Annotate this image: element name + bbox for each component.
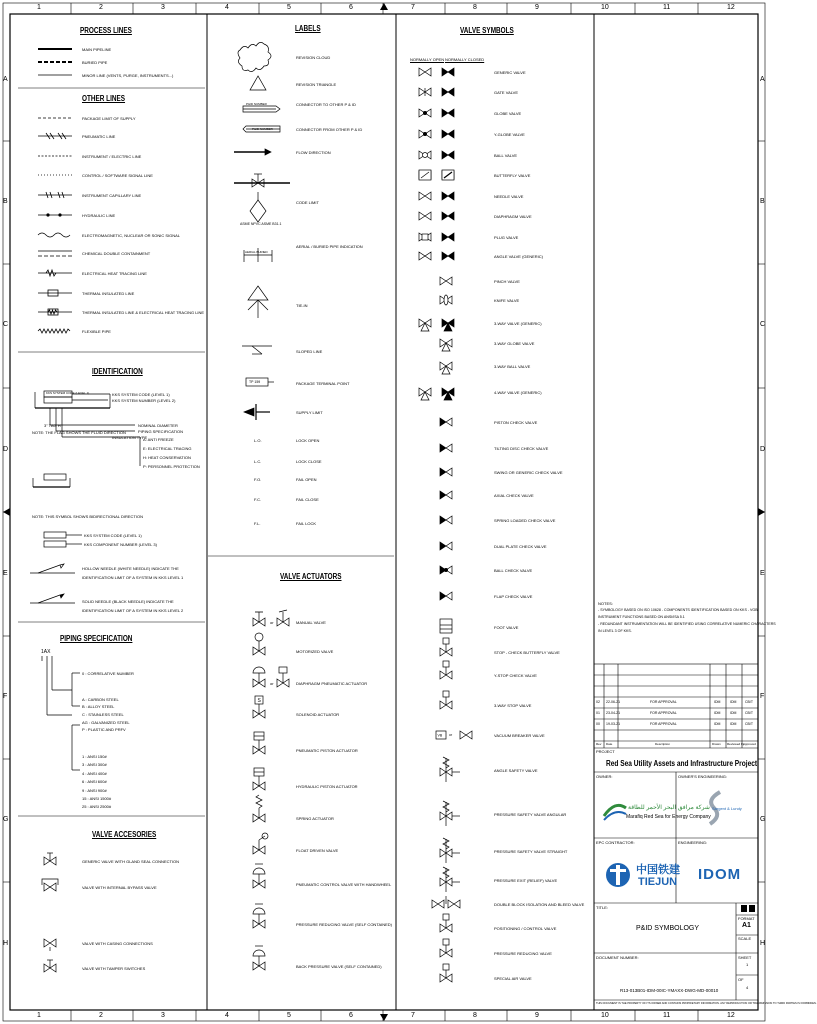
piping-spec-label: C : STAINLESS STEEL	[82, 712, 124, 717]
grid-row-letter: G	[3, 816, 9, 823]
owner-name: Marafiq Red Sea for Energy Company	[626, 814, 711, 820]
notes-line: INSTRUMENT FUNCTIONS BASED ON ANSI/ISA 5.1	[598, 615, 685, 619]
grid-row-letter: A	[760, 76, 765, 83]
piping-spec-label: P : PLASTIC AND PRFV	[82, 727, 126, 732]
grid-row-letter: E	[760, 570, 765, 577]
piping-spec-label: 15 : ANSI 1500#	[82, 796, 112, 801]
svg-text:or: or	[449, 733, 453, 737]
piping-spec-label: 6 : ANSI 600#	[82, 779, 107, 784]
valve-symbol-label: STOP - CHECK BUTTERFLY VALVE	[494, 650, 560, 655]
identification-label: H: HEAT CONSERVATION	[143, 455, 191, 460]
identification-label: KKS SYSTEM CODE (LEVEL 1)	[84, 533, 142, 538]
owner-label: OWNER:	[596, 774, 613, 779]
piping-spec-label: 4 : ANSI 400#	[82, 771, 107, 776]
revision-cell: IDM	[714, 722, 721, 726]
label-abbreviation: L.O.	[254, 438, 262, 443]
needle-label: IDENTIFICATION LIMIT OF A SYSTEM IN KKS LEVEL 2	[82, 608, 184, 613]
label-description: FAIL OPEN	[296, 477, 317, 482]
grid-column-number: 10	[601, 1012, 609, 1019]
project-label: PROJECT	[596, 749, 615, 754]
identification-label: E: ELECTRICAL TRACING	[143, 446, 192, 451]
grid-column-number: 1	[37, 4, 41, 11]
piping-spec-title: PIPING SPECIFICATION	[60, 634, 133, 643]
other-line-label: THERMAL INSULATED LINE & ELECTRICAL HEAT TRACING LINE	[82, 310, 205, 315]
svg-text:VB: VB	[437, 733, 443, 738]
valve-actuator-label: PRESSURE REDUCING VALVE (SELF CONTAINED)	[296, 922, 393, 927]
valve-symbols-title: VALVE SYMBOLS	[460, 26, 514, 35]
sheet-value: 1	[746, 962, 749, 967]
sheet-label: SHEET	[738, 955, 752, 960]
document-number: R13-013B01-IDM-00IC-YMAXX-DWG-MD-00010	[620, 988, 719, 993]
epc-chinese-name: 中国铁建	[636, 864, 680, 876]
revision-cell: CB/T	[745, 722, 753, 726]
needle-label: IDENTIFICATION LIMIT OF A SYSTEM IN KKS LEVEL 1	[82, 575, 184, 580]
revision-cell: 00	[596, 722, 600, 726]
valve-symbol-label: VACUUM BREAKER VALVE	[494, 733, 545, 738]
revision-cell: FOR APPROVAL	[650, 711, 677, 715]
piping-spec-tag: 1AX	[41, 649, 51, 655]
valve-symbol-label: PINCH VALVE	[494, 279, 520, 284]
owner-arabic-name: شركة مرافق البحر الأحمر للطاقة	[628, 805, 710, 811]
other-line-label: CONTROL / SOFTWARE SIGNAL LINE	[82, 173, 153, 178]
valve-actuator-label: PNEUMATIC PISTON ACTUATOR	[296, 748, 358, 753]
notes-line: - SYMBOLOGY BASED ON ISO 10628 - COMPONENTS IDENTIFICATION BASED ON KKS - VGB	[598, 608, 758, 612]
valve-symbol-label: 3-WAY VALVE (GENERIC)	[494, 321, 542, 326]
revision-cell: IDM	[730, 722, 737, 726]
valve-symbol-label: 3-WAY GLOBE VALVE	[494, 341, 535, 346]
valve-accessory-label: VALVE WITH TAMPER SWITCHES	[82, 966, 146, 971]
other-line-label: PACKAGE LIMIT OF SUPPLY	[82, 116, 136, 121]
grid-column-number: 4	[225, 4, 229, 11]
code-limit-label: ASME NPVC ASME B31.1	[240, 222, 282, 226]
label-description: PACKAGE TERMINAL POINT	[296, 381, 350, 386]
valve-actuator-label: DIAPHRAGM PNEUMATIC ACTUATOR	[296, 681, 368, 686]
valve-symbol-label: GLOBE VALVE	[494, 111, 522, 116]
needle-label: SOLID NEEDLE (BLACK NEEDLE) INDICATE THE	[82, 599, 174, 604]
valve-actuator-label: MANUAL VALVE	[296, 620, 326, 625]
valve-symbol-label: PRESSURE REDUCING VALVE	[494, 951, 552, 956]
revision-header: Reviewed by	[727, 742, 745, 746]
valve-symbol-label: DUAL PLATE CHECK VALVE	[494, 544, 547, 549]
idom-mini-logo-icon	[740, 904, 756, 914]
revision-cell: 23-04-21	[606, 711, 621, 715]
grid-column-number: 8	[473, 4, 477, 11]
grid-row-letter: C	[3, 321, 9, 328]
identification-label: KKS SYSTEM NUMBER (LEVEL 2)	[112, 398, 176, 403]
piping-spec-label: 25 : ANSI 2500#	[82, 804, 112, 809]
label-description: FLOW DIRECTION	[296, 150, 331, 155]
connector-number: P&ID NUMBER	[252, 127, 273, 131]
valve-symbol-label: KNIFE VALVE	[494, 298, 520, 303]
or-text: or	[270, 620, 274, 625]
normally-closed-header: NORMALLY CLOSED	[445, 57, 485, 62]
other-line-label: THERMAL INSULATED LINE	[82, 291, 135, 296]
grid-row-letter: F	[3, 693, 8, 700]
revision-cell: FOR APPROVAL	[650, 722, 677, 726]
valve-accessories-title: VALVE ACCESORIES	[92, 830, 157, 839]
label-description: LOCK CLOSE	[296, 459, 322, 464]
process-line-label: BURIED PIPE	[82, 60, 108, 65]
grid-row-letter: E	[3, 570, 8, 577]
grid-column-number: 4	[225, 1012, 229, 1019]
identification-label: INSULATION TYPE	[112, 435, 148, 440]
revision-cell: 01	[596, 711, 600, 715]
owner-engineering-name: Sargent & Lundy	[712, 806, 742, 811]
valve-symbol-label: 3-WAY STOP VALVE	[494, 703, 532, 708]
valve-accessory-label: VALVE WITH INTERNAL BYPASS VALVE	[82, 885, 157, 890]
label-description: REVISION CLOUD	[296, 55, 331, 60]
grid-column-number: 9	[535, 1012, 539, 1019]
identification-label: P: PERSONNEL PROTECTION	[143, 464, 200, 469]
identification-label: PIPING SPECIFICATION	[138, 429, 184, 434]
other-line-label: INSTRUMENT / ELECTRIC LINE	[82, 154, 142, 159]
notes-title: NOTES:	[598, 601, 613, 606]
other-line-label: FLEXIBLE PIPE	[82, 329, 111, 334]
valve-symbol-label: FOOT VALVE	[494, 625, 519, 630]
svg-text:S: S	[257, 698, 261, 704]
grid-row-letter: B	[760, 198, 765, 205]
valve-symbol-label: NEEDLE VALVE	[494, 194, 524, 199]
label-abbreviation: F.L.	[254, 521, 261, 526]
valve-actuator-label: FLOAT DRIVEN VALVE	[296, 848, 339, 853]
identification-label: KKS COMPONENT NUMBER (LEVEL 3)	[84, 542, 157, 547]
tiejun-logo-icon	[604, 860, 632, 890]
valve-symbol-label: FLAP CHECK VALVE	[494, 594, 533, 599]
other-line-label: PNEUMATIC LINE	[82, 134, 116, 139]
valve-symbol-label: BALL CHECK VALVE	[494, 568, 533, 573]
process-line-label: MAIN PIPELINE	[82, 47, 112, 52]
valve-actuator-label: SPRING ACTUATOR	[296, 816, 334, 821]
grid-row-letter: H	[760, 940, 766, 947]
labels-title: LABELS	[295, 24, 321, 33]
label-description: FAIL LOCK	[296, 521, 317, 526]
title-label: TITLE:	[596, 905, 609, 910]
grid-row-letter: D	[760, 446, 766, 453]
valve-actuator-label: SOLENOID ACTUATOR	[296, 712, 340, 717]
revision-header: Drawn	[712, 742, 721, 746]
revision-cell: CB/T	[745, 711, 753, 715]
label-description: CONNECTOR FROM OTHER P & ID	[296, 127, 363, 132]
other-line-label: INSTRUMENT CAPILLARY LINE	[82, 193, 142, 198]
valve-symbol-label: POSITIONING / CONTROL VALVE	[494, 926, 557, 931]
grid-column-number: 8	[473, 1012, 477, 1019]
grid-column-number: 10	[601, 4, 609, 11]
label-description: CODE LIMIT	[296, 200, 319, 205]
other-line-label: ELECTROMAGNETIC, NUCLEAR OR SONIC SIGNAL	[82, 233, 181, 238]
valve-symbol-label: PRESSURE SAFETY VALVE STRAIGHT	[494, 849, 568, 854]
format-value: A1	[742, 922, 751, 929]
grid-column-number: 6	[349, 4, 353, 11]
grid-row-letter: G	[760, 816, 766, 823]
grid-column-number: 2	[99, 1012, 103, 1019]
valve-symbol-label: SPRING LOADED CHECK VALVE	[494, 518, 556, 523]
revision-cell: 22-06-21	[606, 700, 621, 704]
valve-symbol-label: PLUG VALVE	[494, 235, 519, 240]
identification-label: NOMINAL DIAMETER	[138, 423, 178, 428]
label-abbreviation: L.C.	[254, 459, 262, 464]
label-description: LOCK OPEN	[296, 438, 320, 443]
of-value: 4	[746, 985, 749, 990]
needle-label: HOLLOW NEEDLE (WHITE NEEDLE) INDICATE THE	[82, 566, 179, 571]
label-description: TIE-IN	[296, 303, 308, 308]
piping-spec-label: 9 : ANSI 900#	[82, 788, 107, 793]
grid-column-number: 6	[349, 1012, 353, 1019]
owner-engineering-label: OWNER'S ENGINEERING:	[678, 774, 727, 779]
epc-name: TIEJUN	[638, 876, 678, 888]
grid-row-letter: C	[760, 321, 766, 328]
aerial-label: AERIAL BURIED	[245, 250, 268, 254]
grid-row-letter: F	[760, 693, 765, 700]
label-abbreviation: F.C.	[254, 497, 262, 502]
grid-row-letter: H	[3, 940, 9, 947]
piping-spec-label: AG : GALVANIZED STEEL	[82, 720, 130, 725]
valve-accessory-label: GENERIC VALVE WITH GLAND SEAL CONNECTION	[82, 859, 180, 864]
valve-symbol-label: DOUBLE BLOCK ISOLATION AND BLEED VALVE	[494, 902, 585, 907]
other-line-label: ELECTRICAL HEAT TRACING LINE	[82, 271, 147, 276]
valve-symbol-label: AXIAL CHECK VALVE	[494, 493, 534, 498]
engineering-label: ENGINEERING:	[678, 840, 708, 845]
valve-symbol-label: GATE VALVE	[494, 90, 519, 95]
label-description: FAIL CLOSE	[296, 497, 319, 502]
grid-column-number: 3	[161, 1012, 165, 1019]
revision-cell: IDM	[714, 700, 721, 704]
engineering-name: IDOM	[698, 866, 742, 883]
terminal-point-tag: TP 159	[249, 380, 261, 384]
label-description: SLOPED LINE	[296, 349, 323, 354]
valve-actuators-title: VALVE ACTUATORS	[280, 572, 342, 581]
valve-actuator-label: HYDRAULIC PISTON ACTUATOR	[296, 784, 358, 789]
valve-symbol-label: 4-WAY VALVE (GENERIC)	[494, 390, 542, 395]
notes-line: IN LEVEL 3 OF KKS.	[598, 629, 632, 633]
revision-cell: IDM	[714, 711, 721, 715]
grid-column-number: 12	[727, 4, 735, 11]
drawing-title: P&ID SYMBOLOGY	[636, 925, 700, 932]
piping-spec-label: 3 : ANSI 300#	[82, 762, 107, 767]
valve-symbol-label: GENERIC VALVE	[494, 70, 526, 75]
revision-header: Rev	[596, 742, 602, 746]
valve-symbol-label: Y-STOP CHECK VALVE	[494, 673, 537, 678]
revision-cell: 02	[596, 700, 600, 704]
of-label: OF	[738, 977, 744, 982]
valve-symbol-label: PRESSURE SAFETY VALVE ANGULAR	[494, 812, 567, 817]
grid-column-number: 7	[411, 1012, 415, 1019]
valve-accessory-label: VALVE WITH CASING CONNECTIONS	[82, 941, 153, 946]
grid-column-number: 5	[287, 1012, 291, 1019]
valve-actuator-label: PNEUMATIC CONTROL VALVE WITH HANDWHEEL	[296, 882, 392, 887]
valve-symbol-label: TILTING DISC CHECK VALVE	[494, 446, 549, 451]
label-description: REVISION TRIANGLE	[296, 82, 337, 87]
piping-spec-label: A : CARBON STEEL	[82, 697, 119, 702]
grid-column-number: 11	[663, 4, 671, 11]
valve-actuator-label: BACK PRESSURE VALVE (SELF CONTAINED)	[296, 964, 382, 969]
grid-column-number: 11	[663, 1012, 671, 1019]
or-text: or	[270, 681, 274, 686]
normally-open-header: NORMALLY OPEN	[410, 57, 445, 62]
piping-spec-label: 1 : ANSI 150#	[82, 754, 107, 759]
grid-row-letter: A	[3, 76, 8, 83]
piping-spec-label: B : ALLOY STEEL	[82, 704, 115, 709]
identification-box: KKS SYSTEM CODE (LEVEL 1)	[46, 391, 90, 395]
grid-row-letter: D	[3, 446, 9, 453]
grid-column-number: 7	[411, 4, 415, 11]
revision-cell: CB/T	[745, 700, 753, 704]
valve-symbol-label: ANGLE SAFETY VALVE	[494, 768, 538, 773]
identification-label: KKS SYSTEM CODE (LEVEL 1)	[112, 392, 170, 397]
revision-header: Date	[606, 742, 613, 746]
valve-symbol-label: BALL VALVE	[494, 153, 518, 158]
valve-symbol-label: SPECIAL AIR VALVE	[494, 976, 532, 981]
identification-note: NOTE: THIS SYMBOL SHOWS BIDIRECTIONAL DIRECTION	[32, 514, 143, 519]
grid-column-number: 9	[535, 4, 539, 11]
grid-column-number: 2	[99, 4, 103, 11]
property-footer: THIS DOCUMENT IS THE PROPERTY OF ITS OWNER AND CONTAINS PROPRIETARY INFORMATION. ANY REPRODUCTION OR TRANSMISSION TO THIRD PARTIES IS FORBIDDEN.	[596, 1002, 817, 1005]
label-abbreviation: F.O.	[254, 477, 262, 482]
revision-header: Description	[655, 742, 671, 746]
other-line-label: CHEMICAL DOUBLE CONTAINMENT	[82, 251, 151, 256]
label-description: AERIAL / BURIED PIPE INDICATION	[296, 244, 363, 249]
label-description: CONNECTOR TO OTHER P & ID	[296, 102, 356, 107]
valve-actuator-label: MOTORIZED VALVE	[296, 649, 334, 654]
process-line-label: MINOR LINE (VENTS, PURGE, INSTRUMENTS...)	[82, 73, 174, 78]
epc-label: EPC CONTRACTOR:	[596, 840, 635, 845]
other-line-label: HYDRAULIC LINE	[82, 213, 116, 218]
valve-symbol-label: PRESSURE EXIT (RELIEF) VALVE	[494, 878, 558, 883]
identification-title: IDENTIFICATION	[92, 367, 143, 376]
revision-cell: FOR APPROVAL	[650, 700, 677, 704]
grid-column-number: 12	[727, 1012, 735, 1019]
valve-symbol-label: BUTTERFLY VALVE	[494, 173, 531, 178]
marafiq-logo-icon	[600, 796, 630, 826]
piping-spec-label: 0 : CORRELATIVE NUMBER	[82, 671, 134, 676]
project-name: Red Sea Utility Assets and Infrastructure Project	[606, 759, 758, 768]
grid-row-letter: B	[3, 198, 8, 205]
identification-tag: 3" TAG H	[44, 423, 61, 428]
connector-number: P&ID NUMBER	[246, 102, 267, 106]
valve-symbol-label: ANGLE VALVE (GENERIC)	[494, 254, 543, 259]
revision-header: Approved	[743, 742, 756, 746]
valve-symbol-label: PISTON CHECK VALVE	[494, 420, 538, 425]
valve-symbol-label: DIAPHRAGM VALVE	[494, 214, 532, 219]
notes-line: - REDUNDANT INSTRUMENTATION WILL BE IDENTIFIED USING CORRELATIVE NUMERIC CHARACTERS	[598, 622, 776, 626]
valve-symbol-label: Y-GLOBE VALVE	[494, 132, 525, 137]
revision-cell: IDM	[730, 711, 737, 715]
identification-note: NOTE: THE FLAG SHOWS THE FLUID DIRECTION	[32, 430, 126, 435]
valve-symbol-label: 3-WAY BALL VALVE	[494, 364, 531, 369]
process-lines-title: PROCESS LINES	[80, 26, 132, 35]
scale-label: SCALE	[738, 936, 752, 941]
grid-column-number: 1	[37, 1012, 41, 1019]
grid-column-number: 3	[161, 4, 165, 11]
valve-symbol-label: SWING OR GENERIC CHECK VALVE	[494, 470, 563, 475]
label-description: SUPPLY LIMIT	[296, 410, 323, 415]
grid-column-number: 5	[287, 4, 291, 11]
format-label: FORMAT	[738, 916, 755, 921]
identification-label: A: ANTI FREEZE	[143, 437, 174, 442]
revision-cell: IDM	[730, 700, 737, 704]
document-number-label: DOCUMENT NUMBER:	[596, 955, 639, 960]
other-lines-title: OTHER LINES	[82, 94, 126, 103]
revision-cell: 19-03-21	[606, 722, 621, 726]
